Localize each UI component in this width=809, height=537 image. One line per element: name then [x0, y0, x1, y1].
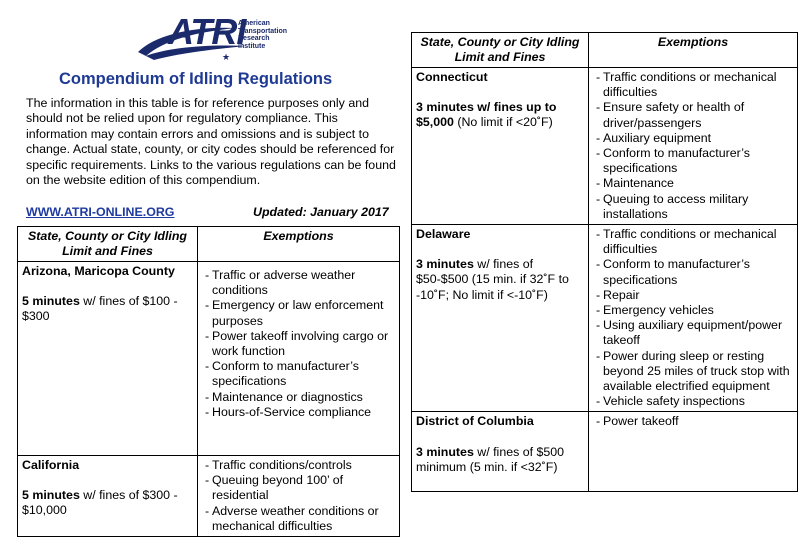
column-header-exemptions: Exemptions	[198, 227, 400, 262]
page-title: Compendium of Idling Regulations	[59, 70, 333, 88]
atri-logo-subtitle: American Transportation Research Institute	[238, 20, 288, 50]
exemptions-cell	[198, 262, 400, 456]
limit-text: 5 minutes w/ fines of $300 - $10,000	[22, 488, 178, 518]
limit-cell	[18, 262, 198, 456]
limit-text: 5 minutes w/ fines of $100 - $300	[22, 294, 178, 324]
list-item: - Adverse weather conditions or mechanical difficulties	[205, 504, 395, 534]
list-item: - Traffic or adverse weather conditions	[205, 268, 395, 298]
list-item: - Hours-of-Service compliance	[205, 405, 395, 420]
state-name: Delaware	[416, 227, 471, 242]
exemptions-cell	[589, 225, 798, 412]
table-row	[18, 456, 400, 537]
exemption-list	[593, 414, 793, 429]
list-item: - Power during sleep or resting beyond 25 miles of truck stop with available electrified equipment	[596, 349, 793, 395]
list-item: - Queuing to access military installations	[596, 192, 793, 222]
list-item: - Queuing beyond 100’ of residential	[205, 473, 395, 503]
exemption-list	[593, 70, 793, 222]
exemption-list	[593, 227, 793, 409]
state-name: California	[22, 458, 80, 472]
list-item: - Conform to manufacturer’s specifications	[596, 257, 793, 287]
limit-text: 3 minutes w/ fines of $50-$500 (15 min. if 32˚F to -10˚F; No limit if <-10˚F)	[416, 257, 569, 302]
table-row	[412, 225, 798, 412]
list-item: - Conform to manufacturer’s specifications	[596, 146, 793, 176]
column-header-exemptions: Exemptions	[589, 33, 798, 68]
list-item: - Ensure safety or health of driver/passengers	[596, 100, 793, 130]
list-item: - Repair	[596, 288, 793, 303]
list-item: - Maintenance	[596, 176, 793, 191]
limit-cell	[412, 225, 589, 412]
state-name: Connecticut	[416, 70, 488, 84]
disclaimer-text: The information in this table is for reference purposes only and should not be relied upon for regulatory compliance. This information may contain errors and omissions and is subject to change. Actual state, county, or city codes should be referenced for specific requirements. Links to the various regulations can be found on the website edition of this compendium.	[26, 96, 396, 188]
left-regulations-table	[17, 226, 400, 537]
list-item: - Emergency or law enforcement purposes	[205, 298, 395, 328]
exemption-list	[202, 268, 395, 420]
svg-text:★: ★	[222, 52, 231, 62]
limit-text: 3 minutes w/ fines up to $5,000 (No limit if <20˚F)	[416, 100, 557, 130]
atri-logo-text: ATRI	[168, 11, 246, 52]
list-item: - Traffic conditions or mechanical difficulties	[596, 70, 793, 100]
website-link[interactable]: WWW.ATRI-ONLINE.ORG	[26, 205, 175, 219]
table-row	[412, 68, 798, 225]
list-item: - Power takeoff	[596, 414, 793, 429]
table-row	[18, 262, 400, 456]
list-item: - Traffic conditions or mechanical difficulties	[596, 227, 793, 257]
exemptions-cell	[589, 68, 798, 225]
list-item: - Auxiliary equipment	[596, 131, 793, 146]
exemptions-cell	[198, 456, 400, 537]
list-item: - Power takeoff involving cargo or work function	[205, 329, 395, 359]
exemptions-cell	[589, 412, 798, 492]
limit-cell	[412, 68, 589, 225]
list-item: - Using auxiliary equipment/power takeoff	[596, 318, 793, 348]
exemption-list	[202, 458, 395, 534]
limit-cell	[18, 456, 198, 537]
list-item: - Emergency vehicles	[596, 303, 793, 318]
list-item: - Conform to manufacturer’s specifications	[205, 359, 395, 389]
table-row	[412, 412, 798, 492]
updated-date: Updated: January 2017	[253, 205, 389, 219]
limit-text: 3 minutes w/ fines of $500 minimum (5 min. if <32˚F)	[416, 444, 565, 474]
limit-cell	[412, 412, 589, 492]
state-name: Arizona, Maricopa County	[22, 264, 175, 278]
list-item: - Vehicle safety inspections	[596, 394, 793, 409]
list-item: - Maintenance or diagnostics	[205, 390, 395, 405]
column-header-limit: State, County or City Idling Limit and Fines	[18, 227, 198, 262]
list-item: - Traffic conditions/controls	[205, 458, 395, 473]
right-regulations-table	[411, 32, 798, 492]
state-name: District of Columbia	[416, 414, 534, 429]
column-header-limit: State, County or City Idling Limit and Fines	[412, 33, 589, 68]
